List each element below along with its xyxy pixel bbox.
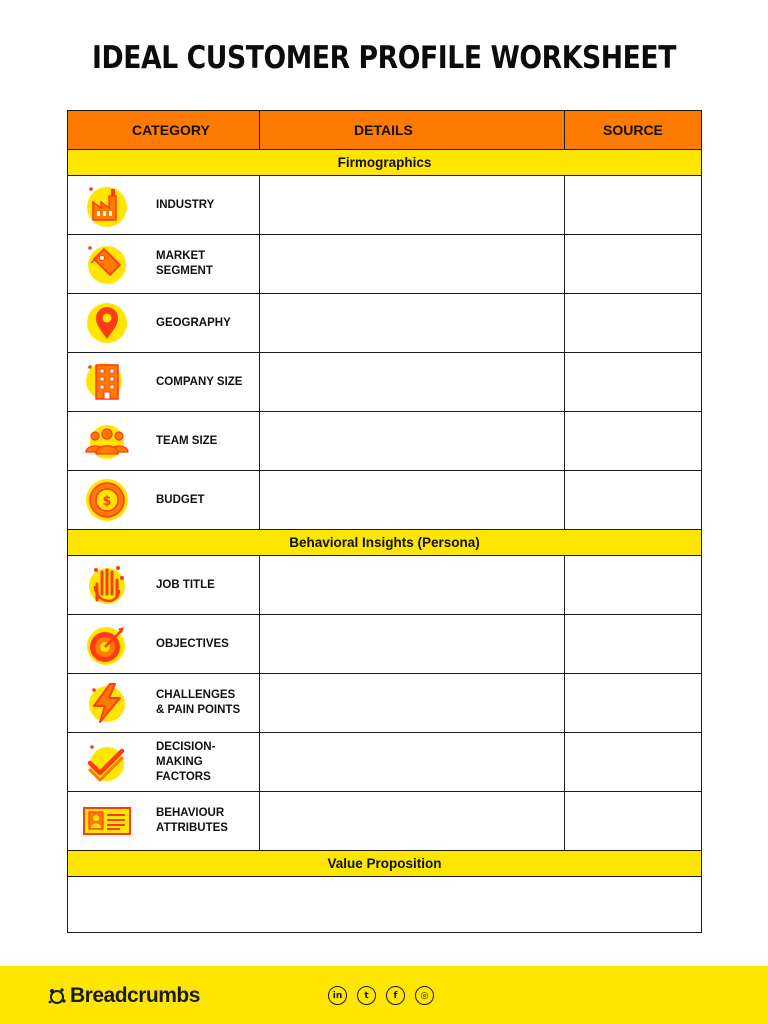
section-header-behavioral-insights-persona: [68, 530, 702, 556]
social-links: [328, 986, 444, 1005]
target-arrow-icon: [82, 619, 132, 669]
category-cell-industry: [68, 176, 260, 235]
lightning-icon: [82, 678, 132, 728]
value-proposition-row[interactable]: [68, 877, 702, 933]
table-row: [68, 412, 702, 471]
details-field-industry[interactable]: [260, 176, 565, 235]
linkedin-icon[interactable]: in: [328, 986, 347, 1005]
details-field-team-size[interactable]: [260, 412, 565, 471]
details-field-objectives[interactable]: [260, 615, 565, 674]
table-row: [68, 674, 702, 733]
source-field-challenges-pain-points[interactable]: [565, 674, 702, 733]
category-cell-budget: [68, 471, 260, 530]
value-proposition-field[interactable]: [68, 877, 702, 933]
icp-worksheet-table: [67, 110, 702, 933]
table-header-row: [68, 111, 702, 150]
footer-bar: [0, 966, 768, 1024]
category-cell-decision-making-factors: [68, 733, 260, 792]
category-cell-team-size: [68, 412, 260, 471]
instagram-icon[interactable]: ◎: [415, 986, 434, 1005]
category-cell-behaviour-attributes: [68, 792, 260, 851]
table-row: [68, 471, 702, 530]
source-header: SOURCE: [565, 111, 702, 150]
behavioral-section: [68, 530, 702, 851]
location-pin-icon: [82, 298, 132, 348]
category-cell-market-segment: [68, 235, 260, 294]
source-field-budget[interactable]: [565, 471, 702, 530]
hand-network-icon: [82, 560, 132, 610]
price-tag-icon: [82, 239, 132, 289]
table-row: [68, 235, 702, 294]
category-label: OBJECTIVES: [156, 637, 229, 650]
id-card-icon: [82, 796, 132, 846]
details-field-challenges-pain-points[interactable]: [260, 674, 565, 733]
table-row: [68, 615, 702, 674]
category-cell-job-title: [68, 556, 260, 615]
category-label: DECISION-MAKING FACTORS: [156, 740, 216, 783]
category-label: GEOGRAPHY: [156, 316, 231, 329]
category-cell-geography: [68, 294, 260, 353]
facebook-icon[interactable]: f: [386, 986, 405, 1005]
category-label: MARKET SEGMENT: [156, 250, 213, 277]
source-field-decision-making-factors[interactable]: [565, 733, 702, 792]
category-label: BUDGET: [156, 493, 205, 506]
category-label: INDUSTRY: [156, 198, 215, 211]
source-field-market-segment[interactable]: [565, 235, 702, 294]
category-cell-company-size: [68, 353, 260, 412]
category-label: JOB TITLE: [156, 578, 215, 591]
details-header: DETAILS: [260, 111, 565, 150]
svg-text:$: $: [102, 494, 112, 509]
details-field-job-title[interactable]: [260, 556, 565, 615]
category-cell-challenges-pain-points: [68, 674, 260, 733]
brand-name: Breadcrumbs: [70, 984, 200, 1007]
source-field-industry[interactable]: [565, 176, 702, 235]
details-field-behaviour-attributes[interactable]: [260, 792, 565, 851]
double-check-icon: [82, 737, 132, 787]
section-label: Behavioral Insights (Persona): [68, 530, 702, 556]
firmographics-section: [68, 150, 702, 530]
table-row: [68, 556, 702, 615]
category-header: CATEGORY: [68, 111, 260, 150]
source-field-company-size[interactable]: [565, 353, 702, 412]
table-row: [68, 353, 702, 412]
source-field-job-title[interactable]: [565, 556, 702, 615]
details-field-budget[interactable]: [260, 471, 565, 530]
source-field-geography[interactable]: [565, 294, 702, 353]
section-label: Firmographics: [68, 150, 702, 176]
team-people-icon: [82, 416, 132, 466]
category-label: TEAM SIZE: [156, 434, 218, 447]
source-field-team-size[interactable]: [565, 412, 702, 471]
page-title: IDEAL CUSTOMER PROFILE WORKSHEET: [92, 40, 676, 76]
category-label: CHALLENGES & PAIN POINTS: [156, 689, 241, 716]
source-field-behaviour-attributes[interactable]: [565, 792, 702, 851]
section-header-firmographics: [68, 150, 702, 176]
details-field-market-segment[interactable]: [260, 235, 565, 294]
table-row: [68, 792, 702, 851]
category-cell-objectives: [68, 615, 260, 674]
dollar-coin-icon: [82, 475, 132, 525]
table-row: [68, 733, 702, 792]
details-field-decision-making-factors[interactable]: [260, 733, 565, 792]
category-label: BEHAVIOUR ATTRIBUTES: [156, 807, 228, 834]
breadcrumbs-logo-icon: [46, 985, 68, 1007]
category-label: COMPANY SIZE: [156, 375, 243, 388]
details-field-company-size[interactable]: [260, 353, 565, 412]
section-header-value-proposition: [68, 851, 702, 877]
table-row: [68, 294, 702, 353]
twitter-icon[interactable]: t: [357, 986, 376, 1005]
source-field-objectives[interactable]: [565, 615, 702, 674]
details-field-geography[interactable]: [260, 294, 565, 353]
factory-icon: [82, 180, 132, 230]
section-label: Value Proposition: [68, 851, 702, 877]
office-building-icon: [82, 357, 132, 407]
brand-logo[interactable]: [46, 984, 200, 1008]
table-row: [68, 176, 702, 235]
